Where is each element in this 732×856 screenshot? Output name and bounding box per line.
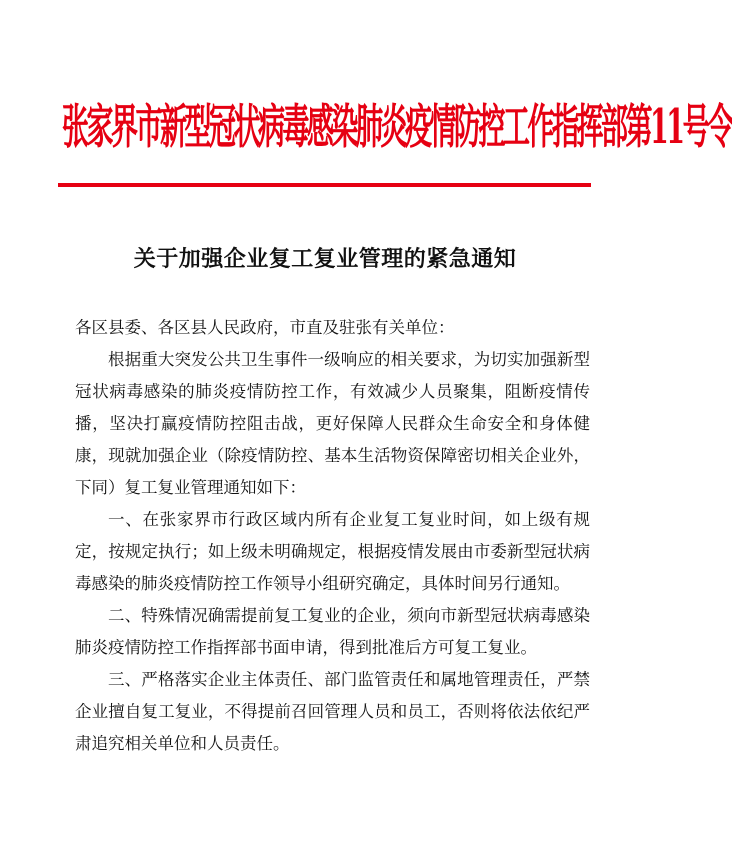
salutation: 各区县委、各区县人民政府，市直及驻张有关单位： [75,318,455,337]
paragraph-item-1: 一、在张家界市行政区域内所有企业复工复业时间，如上级有规定，按规定执行；如上级未明确规定，根据疫情发展由市委新型冠状病毒感染的肺炎疫情防控工作领导小组研究确定，具体时间另行通知。 [75,510,590,593]
paragraph-item-3: 三、严格落实企业主体责任、部门监管责任和属地管理责任，严禁企业擅自复工复业，不得提前召回管理人员和员工，否则将依法依纪严肃追究相关单位和人员责任。 [75,670,590,753]
document-body [75,312,590,760]
red-divider-line [58,183,591,187]
document-title: 关于加强企业复工复业管理的紧急通知 [133,246,517,272]
red-letterhead [62,86,732,172]
paragraph-intro: 根据重大突发公共卫生事件一级响应的相关要求，为切实加强新型冠状病毒感染的肺炎疫情防控工作，有效减少人员聚集，阻断疫情传播，坚决打赢疫情防控阻击战，更好保障人民群众生命安全和身体健康，现就加强企业（除疫情防控、基本生活物资保障密切相关企业外，下同）复工复业管理通知如下： [75,350,590,497]
paragraph-item-2: 二、特殊情况确需提前复工复业的企业，须向市新型冠状病毒感染肺炎疫情防控工作指挥部书面申请，得到批准后方可复工复业。 [75,606,590,657]
issuer-title: 张家界市新型冠状病毒感染肺炎疫情防控工作指挥部第11号令 [62,101,732,156]
